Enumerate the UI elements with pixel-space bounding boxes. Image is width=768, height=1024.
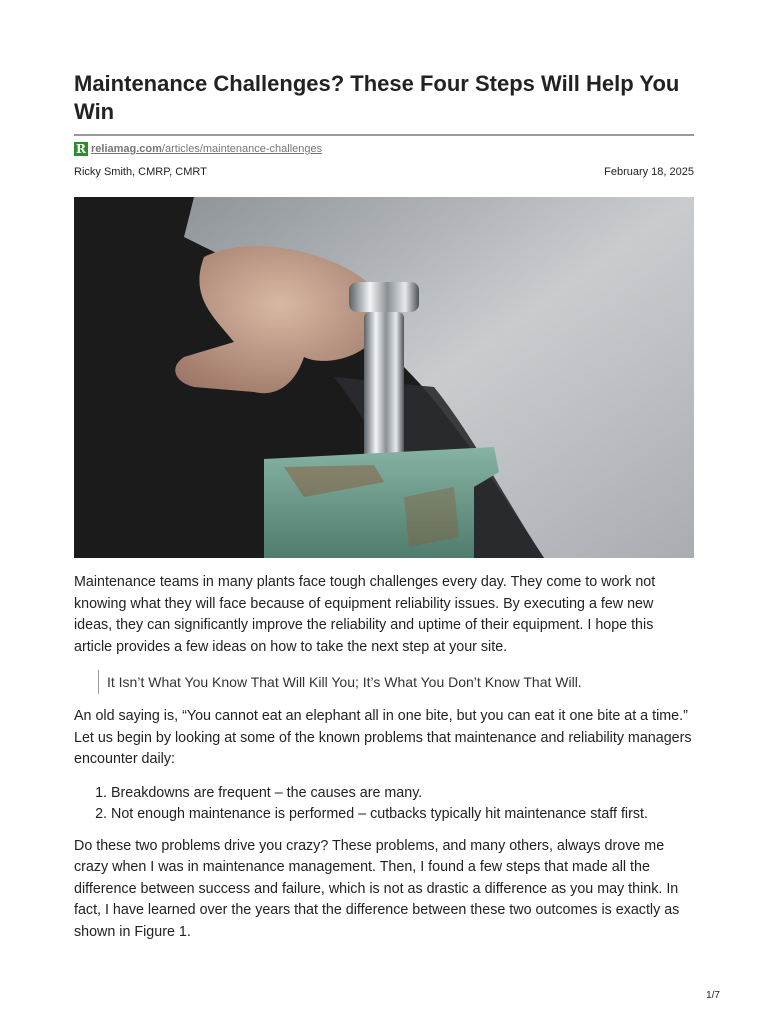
wrench-head: [349, 282, 419, 312]
pull-quote: It Isn’t What You Know That Will Kill You; It’s What You Don’t Know That Will.: [98, 670, 694, 694]
valve-body: [264, 447, 499, 558]
article-body: [74, 572, 694, 955]
list-item: 2. Not enough maintenance is performed – cutbacks typically hit maintenance staff first.: [111, 804, 694, 826]
byline: [74, 166, 694, 178]
list-item: 1. Breakdowns are frequent – the causes are many.: [111, 783, 694, 805]
rust-patch-2: [404, 487, 459, 547]
elephant-paragraph: An old saying is, “You cannot eat an elephant all in one bite, but you can eat it one bite at a time.” Let us begin by looking at some of the known problems that maintenance and reliability managers encounter daily:: [74, 708, 692, 767]
page-number: 1/7: [706, 990, 720, 1001]
title-divider: [74, 134, 694, 136]
source-link-row: [74, 141, 322, 157]
source-url-link[interactable]: [91, 141, 322, 157]
reliamag-logo-icon: R: [74, 142, 88, 156]
hero-image: [74, 197, 694, 558]
author-name: Ricky Smith, CMRP, CMRT: [74, 166, 207, 178]
socket-extension: [364, 312, 404, 462]
hero-illustration: [74, 197, 694, 558]
figure-paragraph: Do these two problems drive you crazy? These problems, and many others, always drove me crazy when I was in maintenance management. Then, I found a few steps that made all the difference between success and failure, which is not as drastic a difference as you may think. In fact, I have learned over the years that the difference between these two outcomes is exactly as shown in Figure 1.: [74, 837, 680, 940]
intro-paragraph: Maintenance teams in many plants face tough challenges every day. They come to work not knowing what they will face because of equipment reliability issues. By executing a few new ideas, they can significantly improve the reliability and uptime of their equipment. I hope this article provides a few ideas on how to take the next step at your site.: [74, 574, 656, 655]
publish-date: February 18, 2025: [604, 166, 694, 178]
source-domain: reliamag.com: [91, 143, 162, 155]
source-path: /articles/maintenance-challenges: [161, 143, 323, 155]
problem-list: [74, 783, 694, 826]
article-title: Maintenance Challenges? These Four Steps Will Help You Win: [74, 71, 680, 124]
